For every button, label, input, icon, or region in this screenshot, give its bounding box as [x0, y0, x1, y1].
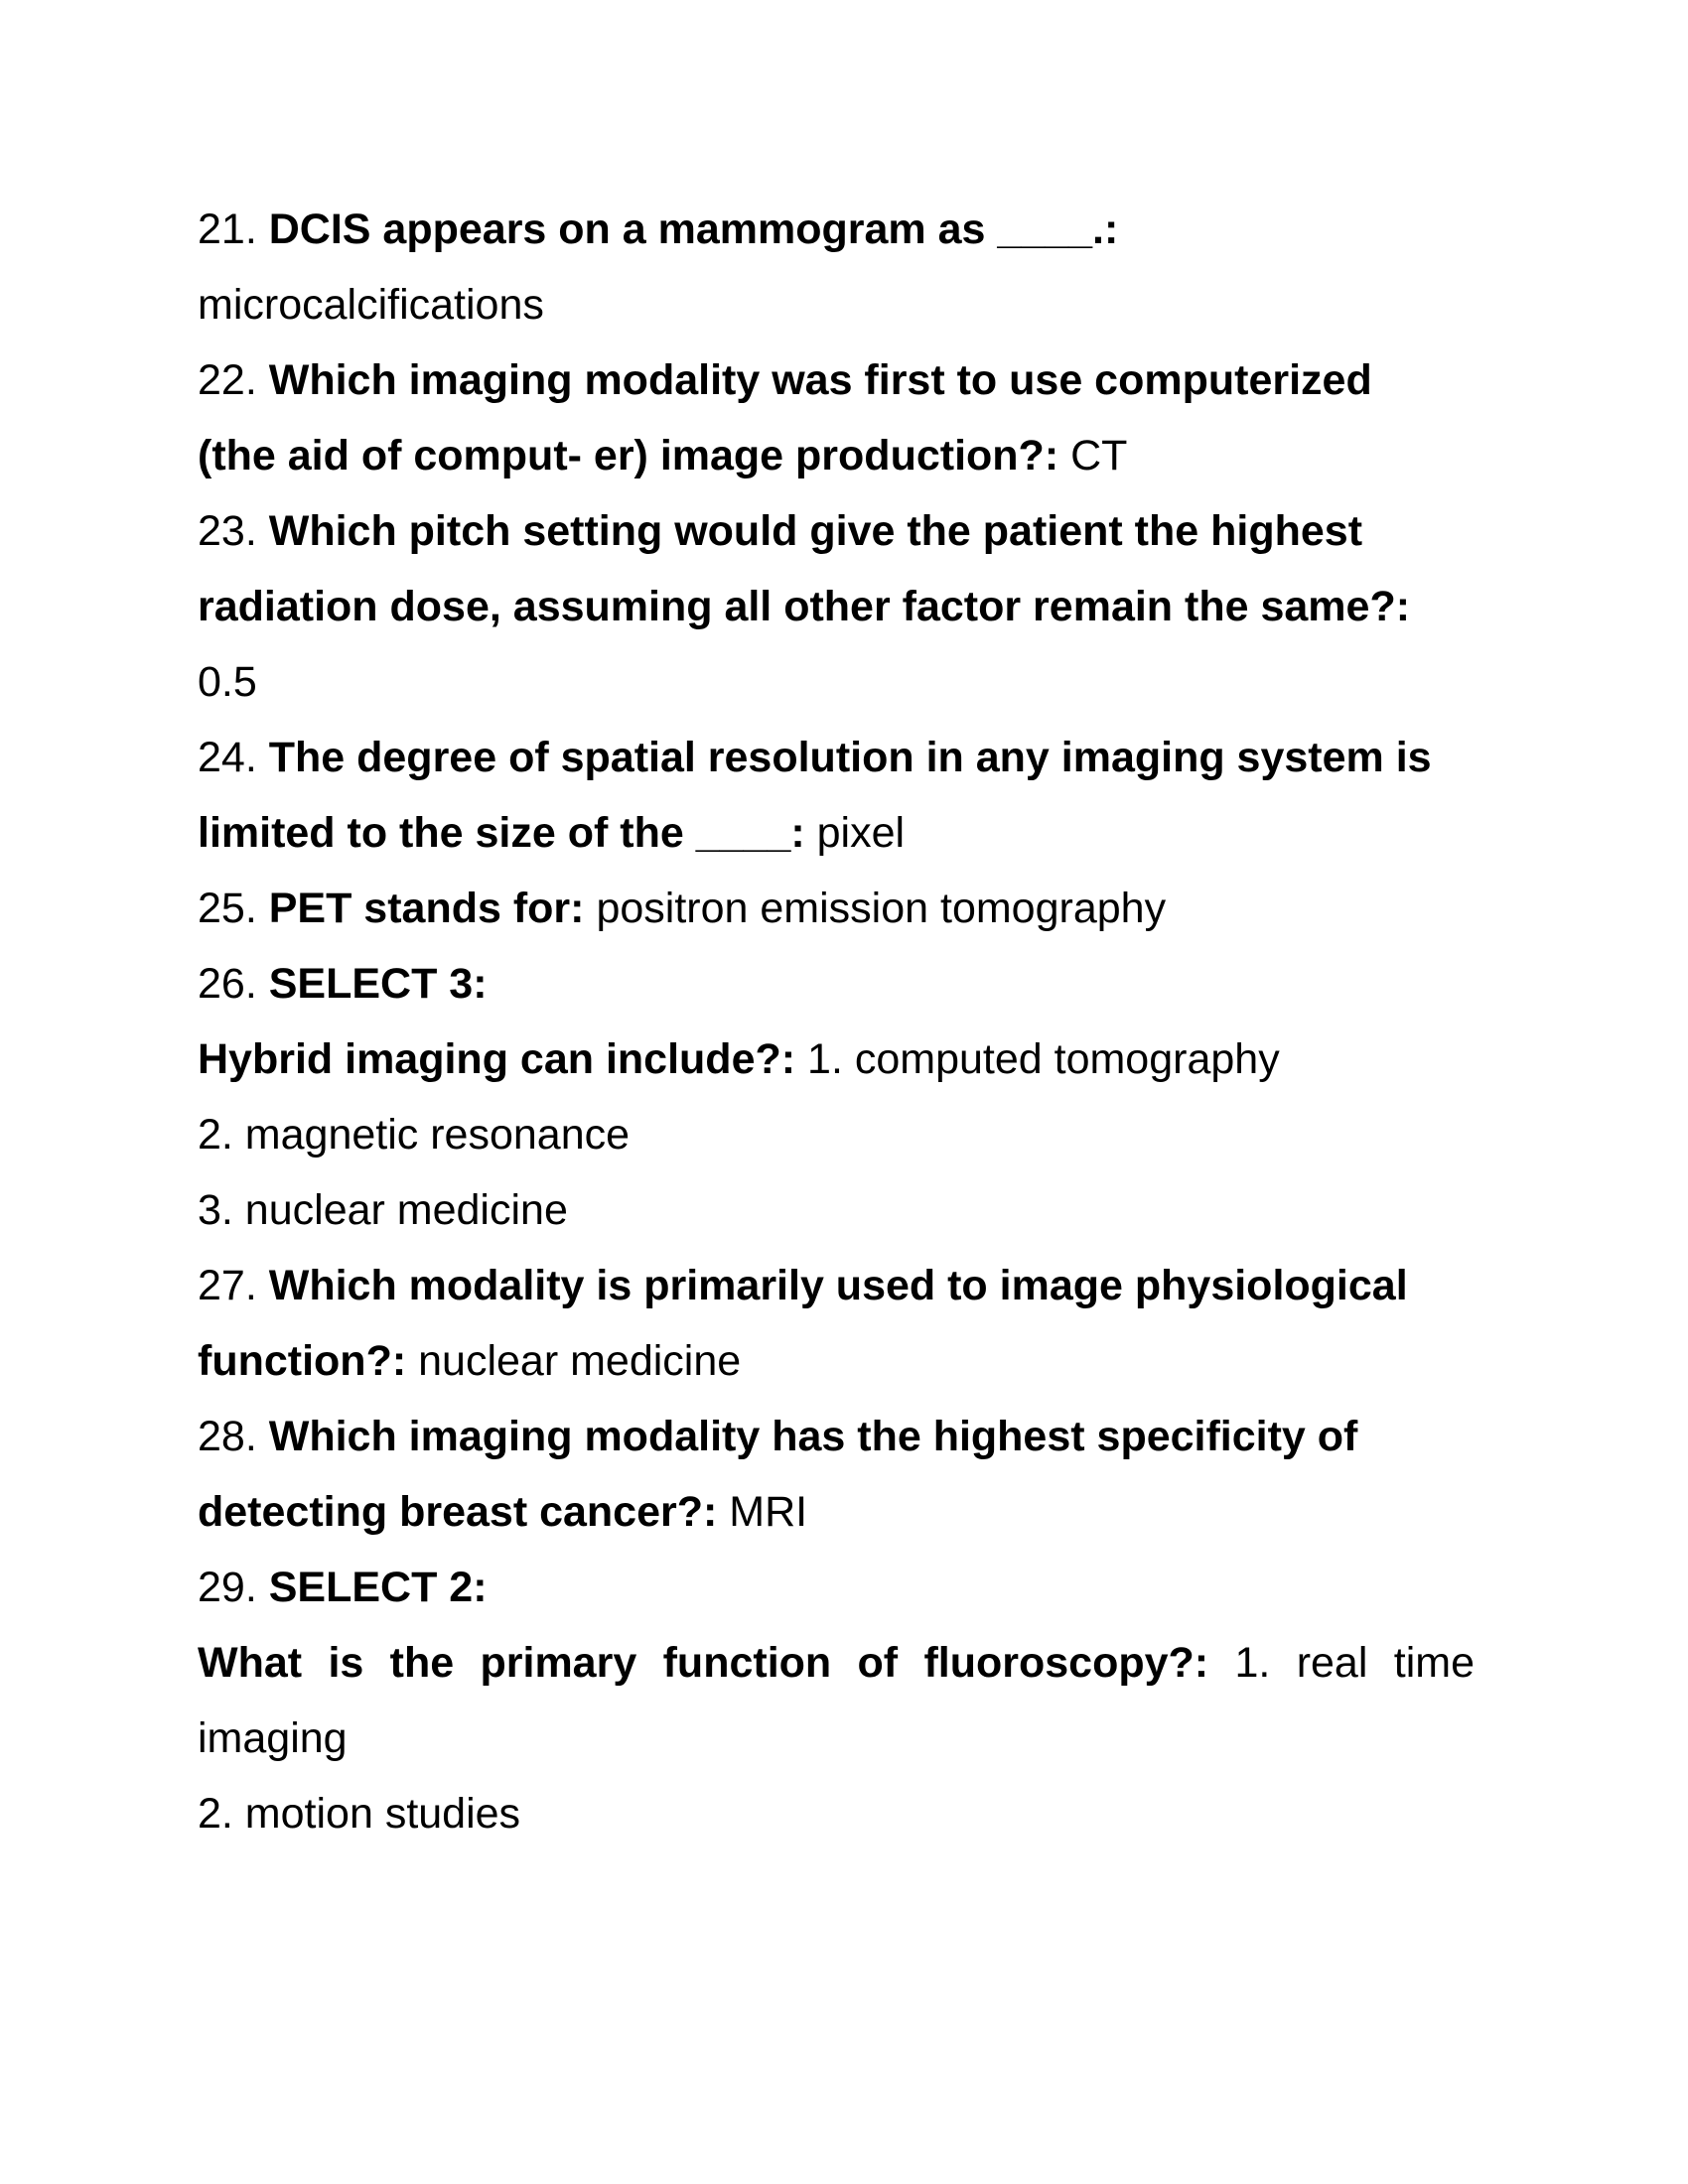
question-25: [198, 871, 1475, 946]
question-text: PET stands for:: [268, 885, 585, 932]
question-24: [198, 720, 1475, 795]
answer-27: nuclear medicine: [418, 1337, 742, 1385]
document-page: [198, 192, 1475, 1851]
question-text: What is the primary function of fluoroscopy?:: [198, 1639, 1209, 1687]
question-text: The degree of spatial resolution in any imaging system is: [268, 734, 1432, 781]
question-26: [198, 946, 1475, 1022]
question-text: Which modality is primarily used to image physiological: [268, 1262, 1408, 1309]
question-28-cont: [198, 1474, 1475, 1550]
question-27: [198, 1248, 1475, 1323]
question-text: (the aid of comput- er) image production?:: [198, 432, 1059, 479]
select-instruction: SELECT 3:: [268, 960, 488, 1008]
question-26-text: [198, 1022, 1475, 1097]
question-number: 27.: [198, 1262, 257, 1309]
question-23: [198, 493, 1475, 569]
answer-28: MRI: [729, 1488, 808, 1536]
answer-25: positron emission tomography: [596, 885, 1167, 932]
question-text: Which imaging modality has the highest specificity of: [268, 1413, 1358, 1460]
question-text: Which pitch setting would give the patient the highest: [268, 507, 1363, 555]
question-text: DCIS appears on a mammogram as ____.:: [268, 205, 1119, 253]
question-text: Hybrid imaging can include?:: [198, 1035, 796, 1083]
question-text: function?:: [198, 1337, 407, 1385]
question-number: 24.: [198, 734, 257, 781]
question-22: [198, 342, 1475, 418]
question-text: detecting breast cancer?:: [198, 1488, 718, 1536]
question-number: 29.: [198, 1564, 257, 1611]
question-number: 22.: [198, 356, 257, 404]
question-27-cont: [198, 1323, 1475, 1399]
question-number: 23.: [198, 507, 257, 555]
question-text: radiation dose, assuming all other factor remain the same?:: [198, 583, 1411, 630]
answer-29-2: 2. motion studies: [198, 1790, 521, 1838]
answer-24: pixel: [816, 809, 906, 857]
question-29-text: [198, 1625, 1475, 1776]
question-number: 26.: [198, 960, 257, 1008]
answer-29-1: 1. real time imaging: [198, 1639, 1475, 1762]
question-21: [198, 192, 1475, 267]
answer-26-3: 3. nuclear medicine: [198, 1186, 568, 1234]
question-24-cont: [198, 795, 1475, 871]
question-number: 21.: [198, 205, 257, 253]
answer-26-1: 1. computed tomography: [807, 1035, 1280, 1083]
answer-21: microcalcifications: [198, 281, 544, 329]
question-text: Which imaging modality was first to use computerized: [268, 356, 1372, 404]
question-number: 28.: [198, 1413, 257, 1460]
answer-26-2: 2. magnetic resonance: [198, 1111, 631, 1159]
question-29: [198, 1550, 1475, 1625]
question-number: 25.: [198, 885, 257, 932]
question-28: [198, 1399, 1475, 1474]
question-23-cont: [198, 569, 1475, 644]
question-22-cont: [198, 418, 1475, 493]
select-instruction: SELECT 2:: [268, 1564, 488, 1611]
answer-23: 0.5: [198, 658, 257, 706]
answer-22: CT: [1070, 432, 1128, 479]
question-text: limited to the size of the ____:: [198, 809, 805, 857]
